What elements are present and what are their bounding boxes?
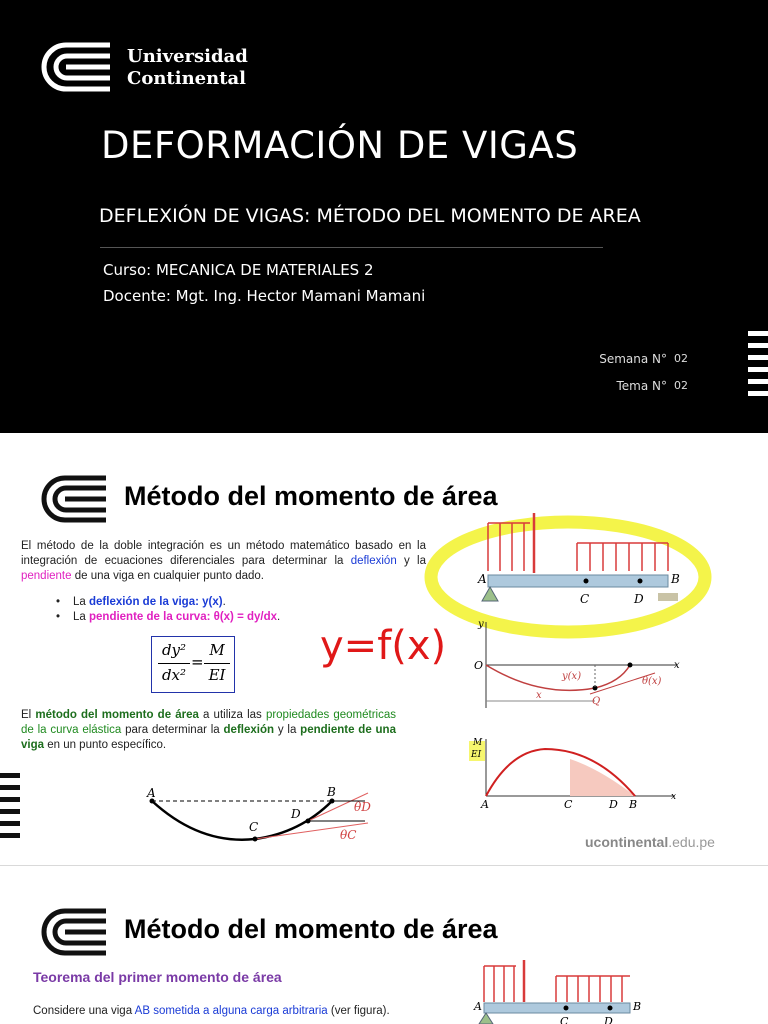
- title-slide: [0, 0, 768, 433]
- slide-title: Método del momento de área: [124, 914, 498, 944]
- method-text-5: en un punto específico.: [44, 739, 167, 751]
- eq-right-denominator: EI: [208, 666, 226, 684]
- intro-paragraph: [21, 539, 426, 584]
- university-logo: [40, 40, 114, 94]
- content-slide-2: [0, 866, 768, 1024]
- brand-name: [127, 46, 248, 90]
- topic-label: Tema N°: [616, 379, 667, 393]
- handwritten-equation: [318, 611, 448, 673]
- curve-x-distance: x: [536, 690, 542, 701]
- eq-bar-2: [204, 663, 230, 664]
- theorem-text-ab: AB sometida a alguna carga arbitraria: [134, 1005, 328, 1017]
- eq-denominator: dx²: [161, 666, 187, 684]
- bullet-deflexion: • La deflexión de la viga: y(x).: [56, 596, 226, 608]
- curve-origin: O: [474, 659, 484, 672]
- point-a-label: A: [147, 786, 156, 800]
- moment-equation: [151, 636, 235, 693]
- week-value: 02: [674, 352, 688, 365]
- intro-pendiente: pendiente: [21, 570, 72, 582]
- bullet-pre: La: [73, 596, 89, 608]
- beam-a-label: A: [474, 1000, 482, 1013]
- intro-text-3: de una viga en cualquier punto dado.: [71, 570, 264, 582]
- theorem-text: [33, 1004, 453, 1019]
- presentation-title: DEFORMACIÓN DE VIGAS: [101, 124, 579, 167]
- bullet-key: pendiente de la curva: θ(x) = dy/dx: [89, 611, 278, 623]
- theta-d-label: θD: [354, 800, 371, 814]
- theorem-text-2: (ver figura).: [327, 1005, 390, 1017]
- bullet-post: .: [277, 611, 281, 623]
- slide-title: Método del momento de área: [124, 481, 498, 511]
- moment-a-label: A: [481, 798, 489, 811]
- method-text-3: para determinar la: [121, 724, 224, 736]
- moment-b-label: B: [629, 798, 638, 811]
- slide-logo: [40, 906, 110, 958]
- theorem-heading: Teorema del primer momento de área: [33, 969, 282, 985]
- theorem-text-1: Considere una viga: [33, 1005, 135, 1017]
- eq-bar: [158, 663, 190, 664]
- bullet-pendiente: • La pendiente de la curva: θ(x) = dy/dx.: [56, 611, 281, 623]
- beam-d-label: D: [604, 1015, 613, 1024]
- curve-x-axis: x: [674, 660, 680, 671]
- moment-m-label: M: [473, 738, 483, 748]
- deflection-curve-figure: [470, 618, 685, 713]
- eq-equals: =: [191, 653, 204, 671]
- intro-deflexion: deflexión: [350, 555, 397, 567]
- week-label: Semana N°: [599, 352, 667, 366]
- bullet-post: .: [222, 596, 226, 608]
- intro-text-2: y la: [396, 555, 426, 567]
- topic-value: 02: [674, 379, 688, 392]
- curve-theta-label: θ(x): [642, 676, 662, 687]
- moment-diagram-figure: [465, 731, 685, 813]
- beam-d-label: D: [634, 592, 644, 606]
- elastic-curve-figure: [140, 783, 380, 845]
- method-properties: propiedades geométricas de la curva elástica: [21, 709, 397, 736]
- method-key: método del momento de área: [35, 709, 199, 721]
- divider: [100, 247, 603, 248]
- brand-line-1: Universidad: [127, 46, 248, 67]
- moment-ei-label: EI: [471, 750, 482, 760]
- beam-a-label: A: [478, 572, 487, 586]
- method-text-4: y la: [274, 724, 301, 736]
- handwriting-text: y=f(x): [320, 623, 447, 669]
- decorative-stripes-left: [0, 773, 20, 845]
- footer-domain: .edu.pe: [668, 834, 715, 850]
- beam-c-label: C: [560, 1015, 569, 1024]
- curve-q-label: Q: [592, 696, 601, 707]
- method-pendiente: pendiente de una viga: [21, 724, 396, 751]
- bullet-pre: La: [73, 611, 89, 623]
- content-slide-1: [0, 433, 768, 865]
- intro-text: El método de la doble integración es un método matemático basado en la integración de ecuaciones diferenciales para determinar la: [21, 540, 426, 567]
- beam-b-label: B: [671, 572, 680, 586]
- point-c-label: C: [249, 820, 259, 834]
- teacher-label: Docente: Mgt. Ing. Hector Mamani Mamani: [103, 287, 426, 305]
- decorative-stripes: [748, 331, 768, 403]
- curve-y-axis: y: [478, 619, 484, 630]
- method-deflexion: deflexión: [223, 724, 275, 736]
- point-d-label: D: [291, 807, 301, 821]
- moment-x-axis: x: [671, 792, 677, 802]
- point-b-label: B: [327, 785, 336, 799]
- course-label: Curso: MECANICA DE MATERIALES 2: [103, 261, 374, 279]
- eq-numerator: dy²: [161, 641, 187, 659]
- method-text: El: [21, 709, 36, 721]
- moment-d-label: D: [609, 798, 618, 811]
- footer-brand: ucontinental: [585, 834, 669, 850]
- curve-yx-label: y(x): [562, 671, 582, 682]
- slide-logo: [40, 473, 110, 525]
- method-paragraph: [21, 708, 396, 753]
- presentation-subtitle: DEFLEXIÓN DE VIGAS: MÉTODO DEL MOMENTO DE AREA: [99, 205, 641, 227]
- beam-b-label: B: [633, 1000, 642, 1013]
- eq-right-numerator: M: [209, 641, 225, 659]
- method-text-2: a utiliza las: [198, 709, 266, 721]
- footer-website: [585, 834, 715, 850]
- beam-load-figure-2: [470, 958, 650, 1024]
- beam-c-label: C: [580, 592, 590, 606]
- moment-c-label: C: [564, 798, 573, 811]
- bullet-key: deflexión de la viga: y(x): [89, 596, 223, 608]
- brand-line-2: Continental: [127, 68, 247, 89]
- theta-c-label: θC: [340, 828, 357, 842]
